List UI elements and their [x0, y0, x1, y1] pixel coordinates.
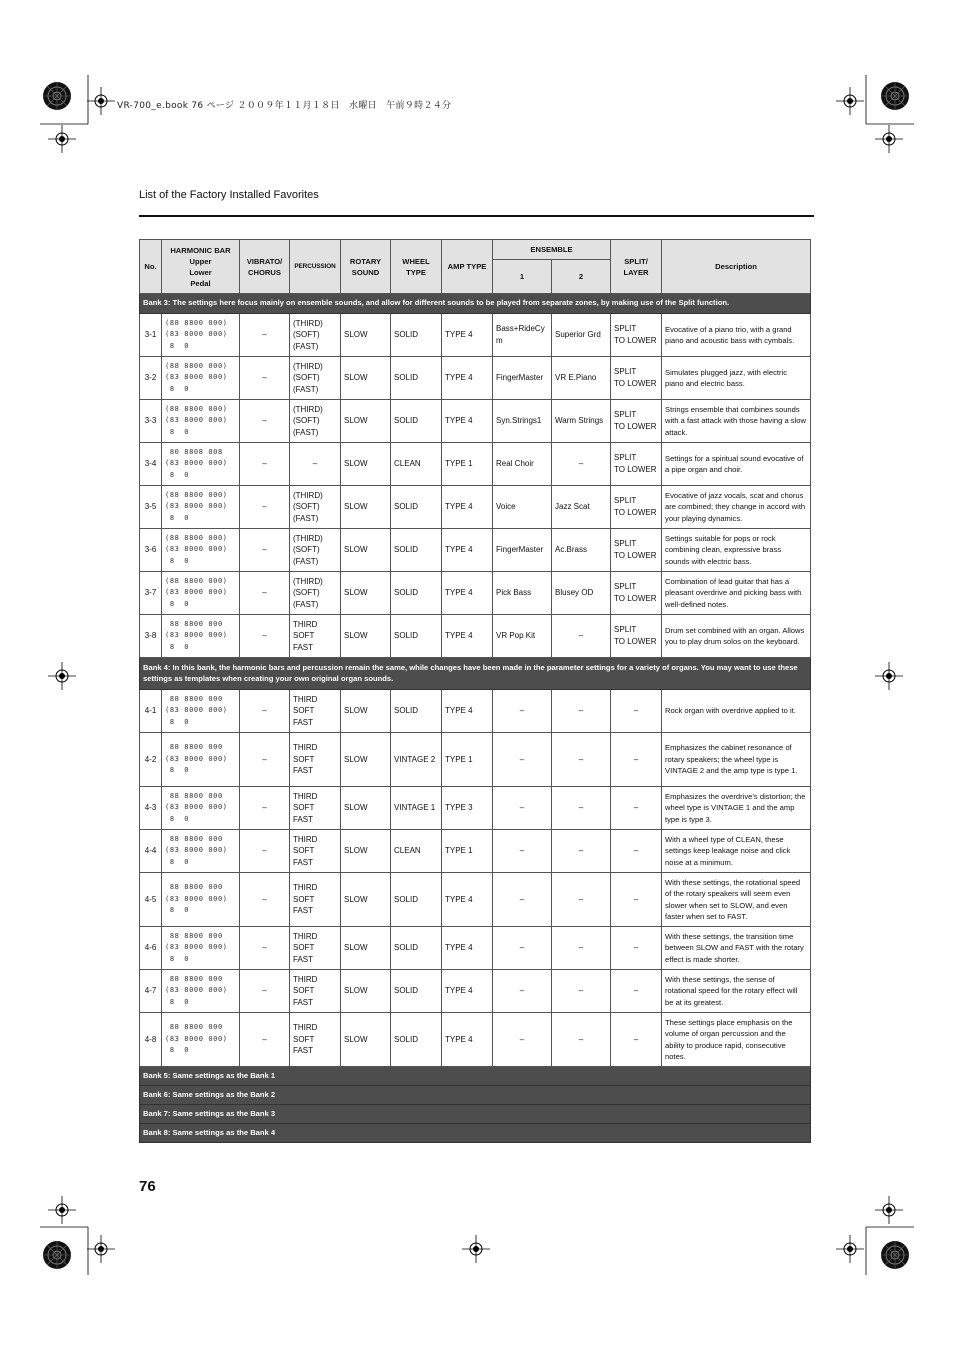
rotary-header-line: SOUND [351, 267, 380, 277]
amp-type-cell: TYPE 4 [442, 357, 493, 400]
vibrato-chorus-cell: – [240, 830, 290, 873]
harmonic-header-line: Pedal [190, 278, 211, 288]
split-layer-cell: – [611, 927, 662, 970]
col-ensemble-2-header: 2 [552, 260, 611, 294]
bank4-note: Bank 4: In this bank, the harmonic bars and percussion remain the same, while changes have been made in the parameter settings for a variety of organs. You may want to use these settings as templates when creating your own original organ sounds. [140, 658, 811, 690]
rotary-sound-cell: SLOW [341, 787, 391, 830]
split-layer-cell: SPLIT TO LOWER [611, 443, 662, 486]
col-amp-header: AMP TYPE [442, 240, 493, 294]
percussion-cell: THIRD SOFT FAST [290, 690, 341, 733]
col-no-header: No. [140, 240, 162, 294]
split-layer-cell: SPLIT TO LOWER [611, 486, 662, 529]
description-cell: With these settings, the sense of rotational speed for the rotary effect will be at its greatest. [662, 970, 811, 1013]
rotary-sound-cell: SLOW [341, 486, 391, 529]
col-split-header [611, 240, 662, 294]
table-row [140, 873, 811, 927]
wheel-header-line: WHEEL [402, 256, 430, 266]
amp-type-cell: TYPE 1 [442, 733, 493, 787]
ensemble-2-cell: Warm Strings [552, 400, 611, 443]
col-description-header: Description [662, 240, 811, 294]
favorite-number: 4-7 [140, 970, 162, 1013]
wheel-type-cell: SOLID [391, 314, 442, 357]
footer-bank-note: Bank 6: Same settings as the Bank 2 [140, 1086, 811, 1105]
percussion-cell: (THIRD) (SOFT) (FAST) [290, 400, 341, 443]
rotary-sound-cell: SLOW [341, 927, 391, 970]
vibrato-chorus-cell: – [240, 873, 290, 927]
amp-type-cell: TYPE 4 [442, 572, 493, 615]
description-cell: Settings for a spiritual sound evocative of a pipe organ and choir. [662, 443, 811, 486]
table-row [140, 690, 811, 733]
description-cell: With these settings, the transition time between SLOW and FAST with the rotary effect is made shorter. [662, 927, 811, 970]
harmonic-bar-cell: 88 8800 000 (83 8000 000) 8 0 [162, 927, 240, 970]
wheel-type-cell: SOLID [391, 615, 442, 658]
split-layer-cell: – [611, 690, 662, 733]
ensemble-1-cell: Bass+RideCy m [493, 314, 552, 357]
description-cell: Evocative of jazz vocals, scat and chorus are combined; they change in accord with your playing dynamics. [662, 486, 811, 529]
rotary-sound-cell: SLOW [341, 357, 391, 400]
amp-type-cell: TYPE 4 [442, 970, 493, 1013]
amp-type-cell: TYPE 4 [442, 873, 493, 927]
col-percussion-header: PERCUSSION [290, 240, 341, 294]
amp-type-cell: TYPE 1 [442, 443, 493, 486]
harmonic-header-line: Upper [189, 256, 212, 266]
vibrato-chorus-cell: – [240, 787, 290, 830]
rotary-sound-cell: SLOW [341, 733, 391, 787]
favorite-number: 4-1 [140, 690, 162, 733]
description-cell: These settings place emphasis on the volume of organ percussion and the ability to produce rapid, consecutive notes. [662, 1013, 811, 1067]
ensemble-1-cell: – [493, 1013, 552, 1067]
ensemble-1-cell: FingerMaster [493, 529, 552, 572]
amp-type-cell: TYPE 3 [442, 787, 493, 830]
wheel-type-cell: SOLID [391, 873, 442, 927]
ensemble-2-cell: Jazz Scat [552, 486, 611, 529]
favorite-number: 4-4 [140, 830, 162, 873]
section-title: List of the Factory Installed Favorites [139, 189, 319, 201]
table-row [140, 970, 811, 1013]
ensemble-2-cell: – [552, 970, 611, 1013]
description-cell: Combination of lead guitar that has a pleasant overdrive and picking bass with well-defined notes. [662, 572, 811, 615]
table-row [140, 572, 811, 615]
amp-type-cell: TYPE 4 [442, 400, 493, 443]
split-layer-cell: SPLIT TO LOWER [611, 314, 662, 357]
percussion-cell: THIRD SOFT FAST [290, 970, 341, 1013]
percussion-cell: (THIRD) (SOFT) (FAST) [290, 357, 341, 400]
favorite-number: 4-2 [140, 733, 162, 787]
percussion-cell: (THIRD) (SOFT) (FAST) [290, 529, 341, 572]
rotary-sound-cell: SLOW [341, 314, 391, 357]
description-cell: Strings ensemble that combines sounds with a fast attack with those having a slow attack. [662, 400, 811, 443]
split-layer-cell: SPLIT TO LOWER [611, 529, 662, 572]
footer-bank-row [140, 1067, 811, 1086]
favorite-number: 4-3 [140, 787, 162, 830]
split-layer-cell: SPLIT TO LOWER [611, 572, 662, 615]
favorite-number: 4-8 [140, 1013, 162, 1067]
footer-banks-section [140, 1067, 811, 1143]
table-row [140, 443, 811, 486]
amp-type-cell: TYPE 4 [442, 615, 493, 658]
split-header-line: SPLIT/ [624, 256, 648, 266]
favorites-table [139, 239, 811, 1143]
table-row [140, 314, 811, 357]
vibrato-chorus-cell: – [240, 486, 290, 529]
col-wheel-header [391, 240, 442, 294]
favorite-number: 3-3 [140, 400, 162, 443]
table-row [140, 787, 811, 830]
description-cell: With these settings, the rotational speed of the rotary speakers will seem even slower when set to SLOW, and even faster when set to FAST. [662, 873, 811, 927]
rotary-sound-cell: SLOW [341, 400, 391, 443]
harmonic-bar-cell: 88 8800 000 (83 8000 000) 8 0 [162, 970, 240, 1013]
wheel-type-cell: VINTAGE 1 [391, 787, 442, 830]
description-cell: Evocative of a piano trio, with a grand piano and acoustic bass with cymbals. [662, 314, 811, 357]
split-layer-cell: SPLIT TO LOWER [611, 400, 662, 443]
wheel-type-cell: SOLID [391, 572, 442, 615]
vibrato-chorus-cell: – [240, 529, 290, 572]
col-harmonic-header [162, 240, 240, 294]
table-row [140, 400, 811, 443]
split-layer-cell: SPLIT TO LOWER [611, 615, 662, 658]
ensemble-1-cell: FingerMaster [493, 357, 552, 400]
ensemble-1-cell: Syn.Strings1 [493, 400, 552, 443]
ensemble-2-cell: – [552, 927, 611, 970]
percussion-cell: (THIRD) (SOFT) (FAST) [290, 486, 341, 529]
rotary-header-line: ROTARY [349, 256, 382, 266]
ensemble-1-cell: – [493, 690, 552, 733]
amp-type-cell: TYPE 4 [442, 529, 493, 572]
table-row [140, 486, 811, 529]
bank3-note: Bank 3: The settings here focus mainly on ensemble sounds, and allow for different sounds to be played from separate zones, by making use of the Split function. [140, 294, 811, 314]
amp-type-cell: TYPE 4 [442, 1013, 493, 1067]
harmonic-bar-cell: 88 8800 000 (83 8000 000) 8 0 [162, 690, 240, 733]
amp-type-cell: TYPE 4 [442, 690, 493, 733]
table-header [140, 240, 811, 294]
vibrato-chorus-cell: – [240, 615, 290, 658]
ensemble-2-cell: – [552, 873, 611, 927]
harmonic-header-line: HARMONIC BAR [170, 245, 231, 255]
ensemble-2-cell: – [552, 733, 611, 787]
col-rotary-header [341, 240, 391, 294]
harmonic-bar-cell: (88 8800 000) (83 8000 000) 8 0 [162, 529, 240, 572]
ensemble-1-cell: Real Choir [493, 443, 552, 486]
ensemble-2-cell: – [552, 1013, 611, 1067]
rotary-sound-cell: SLOW [341, 1013, 391, 1067]
table-row [140, 357, 811, 400]
description-cell: Emphasizes the overdrive’s distortion; the wheel type is VINTAGE 1 and the amp type is type 3. [662, 787, 811, 830]
percussion-cell: THIRD SOFT FAST [290, 615, 341, 658]
description-cell: With a wheel type of CLEAN, these settings keep leakage noise and click noise at a minimum. [662, 830, 811, 873]
favorite-number: 3-8 [140, 615, 162, 658]
ensemble-1-cell: – [493, 830, 552, 873]
col-vibrato-header [240, 240, 290, 294]
wheel-type-cell: CLEAN [391, 443, 442, 486]
favorite-number: 3-7 [140, 572, 162, 615]
vibrato-chorus-cell: – [240, 357, 290, 400]
ensemble-2-cell: Ac.Brass [552, 529, 611, 572]
vibrato-chorus-cell: – [240, 572, 290, 615]
harmonic-bar-cell: (88 8800 000) (83 8000 000) 8 0 [162, 357, 240, 400]
percussion-cell: THIRD SOFT FAST [290, 787, 341, 830]
vibrato-header-line: CHORUS [248, 267, 281, 277]
file-info: VR-700_e.book 76 ページ ２００９年１１月１８日 水曜日 午前９時２４分 [117, 101, 452, 111]
wheel-type-cell: VINTAGE 2 [391, 733, 442, 787]
favorite-number: 3-1 [140, 314, 162, 357]
amp-type-cell: TYPE 1 [442, 830, 493, 873]
table-row [140, 830, 811, 873]
table-row [140, 615, 811, 658]
rotary-sound-cell: SLOW [341, 830, 391, 873]
harmonic-bar-cell: (88 8800 000) (83 8000 000) 8 0 [162, 400, 240, 443]
ensemble-2-cell: – [552, 830, 611, 873]
ensemble-1-cell: – [493, 787, 552, 830]
vibrato-chorus-cell: – [240, 1013, 290, 1067]
ensemble-1-cell: – [493, 873, 552, 927]
favorite-number: 4-5 [140, 873, 162, 927]
footer-bank-row [140, 1124, 811, 1143]
harmonic-bar-cell: 88 8800 000 (83 8000 000) 8 0 [162, 787, 240, 830]
wheel-type-cell: SOLID [391, 357, 442, 400]
favorite-number: 3-2 [140, 357, 162, 400]
wheel-type-cell: SOLID [391, 486, 442, 529]
split-layer-cell: – [611, 787, 662, 830]
table-row [140, 927, 811, 970]
ensemble-1-cell: Voice [493, 486, 552, 529]
wheel-type-cell: SOLID [391, 927, 442, 970]
footer-bank-note: Bank 7: Same settings as the Bank 3 [140, 1105, 811, 1124]
split-layer-cell: – [611, 733, 662, 787]
ensemble-2-cell: VR E.Piano [552, 357, 611, 400]
bank3-section [140, 294, 811, 658]
ensemble-2-cell: Superior Grd [552, 314, 611, 357]
split-layer-cell: SPLIT TO LOWER [611, 357, 662, 400]
percussion-cell: – [290, 443, 341, 486]
vibrato-chorus-cell: – [240, 443, 290, 486]
description-cell: Simulates plugged jazz, with electric piano and electric bass. [662, 357, 811, 400]
favorite-number: 3-6 [140, 529, 162, 572]
vibrato-chorus-cell: – [240, 400, 290, 443]
rotary-sound-cell: SLOW [341, 443, 391, 486]
description-cell: Drum set combined with an organ. Allows you to play drum solos on the keyboard. [662, 615, 811, 658]
ensemble-2-cell: – [552, 787, 611, 830]
wheel-type-cell: SOLID [391, 529, 442, 572]
percussion-cell: THIRD SOFT FAST [290, 733, 341, 787]
rotary-sound-cell: SLOW [341, 970, 391, 1013]
vibrato-chorus-cell: – [240, 970, 290, 1013]
rotary-sound-cell: SLOW [341, 529, 391, 572]
harmonic-header-line: Lower [189, 267, 212, 277]
harmonic-bar-cell: (88 8800 000) (83 8000 000) 8 0 [162, 572, 240, 615]
vibrato-chorus-cell: – [240, 733, 290, 787]
favorite-number: 3-4 [140, 443, 162, 486]
vibrato-chorus-cell: – [240, 690, 290, 733]
vibrato-chorus-cell: – [240, 927, 290, 970]
harmonic-bar-cell: (88 8800 000) (83 8000 000) 8 0 [162, 486, 240, 529]
wheel-type-cell: SOLID [391, 1013, 442, 1067]
wheel-type-cell: SOLID [391, 690, 442, 733]
favorite-number: 3-5 [140, 486, 162, 529]
wheel-type-cell: SOLID [391, 970, 442, 1013]
split-layer-cell: – [611, 1013, 662, 1067]
amp-type-cell: TYPE 4 [442, 314, 493, 357]
harmonic-bar-cell: 88 8800 000 (83 8000 000) 8 0 [162, 873, 240, 927]
amp-type-cell: TYPE 4 [442, 927, 493, 970]
footer-bank-note: Bank 5: Same settings as the Bank 1 [140, 1067, 811, 1086]
vibrato-header-line: VIBRATO/ [246, 256, 283, 266]
rotary-sound-cell: SLOW [341, 690, 391, 733]
rotary-sound-cell: SLOW [341, 615, 391, 658]
table-row [140, 1013, 811, 1067]
ensemble-1-cell: Pick Bass [493, 572, 552, 615]
rotary-sound-cell: SLOW [341, 572, 391, 615]
split-layer-cell: – [611, 830, 662, 873]
ensemble-2-cell: – [552, 690, 611, 733]
ensemble-1-cell: – [493, 927, 552, 970]
amp-type-cell: TYPE 4 [442, 486, 493, 529]
ensemble-1-cell: VR Pop Kit [493, 615, 552, 658]
ensemble-1-cell: – [493, 733, 552, 787]
percussion-cell: (THIRD) (SOFT) (FAST) [290, 314, 341, 357]
split-header-line: LAYER [623, 267, 649, 277]
footer-bank-row [140, 1086, 811, 1105]
ensemble-2-cell: – [552, 443, 611, 486]
harmonic-bar-cell: (88 8800 000) (83 8000 000) 8 0 [162, 314, 240, 357]
harmonic-bar-cell: 80 8808 008 (83 8000 000) 8 0 [162, 443, 240, 486]
percussion-cell: THIRD SOFT FAST [290, 1013, 341, 1067]
footer-bank-row [140, 1105, 811, 1124]
split-layer-cell: – [611, 970, 662, 1013]
vibrato-chorus-cell: – [240, 314, 290, 357]
percussion-cell: THIRD SOFT FAST [290, 927, 341, 970]
wheel-type-cell: SOLID [391, 400, 442, 443]
wheel-type-cell: CLEAN [391, 830, 442, 873]
page-number: 76 [139, 1178, 156, 1195]
ensemble-2-cell: Blusey OD [552, 572, 611, 615]
header-rule [139, 215, 814, 217]
description-cell: Rock organ with overdrive applied to it. [662, 690, 811, 733]
percussion-cell: (THIRD) (SOFT) (FAST) [290, 572, 341, 615]
ensemble-1-cell: – [493, 970, 552, 1013]
favorite-number: 4-6 [140, 927, 162, 970]
harmonic-bar-cell: 88 8800 000 (83 8000 000) 8 0 [162, 733, 240, 787]
col-ensemble-header: ENSEMBLE [493, 240, 611, 260]
col-ensemble-1-header: 1 [493, 260, 552, 294]
description-cell: Settings suitable for pops or rock combining clean, expressive brass sounds with electric bass. [662, 529, 811, 572]
ensemble-2-cell: – [552, 615, 611, 658]
wheel-header-line: TYPE [406, 267, 426, 277]
description-cell: Emphasizes the cabinet resonance of rotary speakers; the wheel type is VINTAGE 2 and the amp type is type 1. [662, 733, 811, 787]
percussion-cell: THIRD SOFT FAST [290, 873, 341, 927]
footer-bank-note: Bank 8: Same settings as the Bank 4 [140, 1124, 811, 1143]
split-layer-cell: – [611, 873, 662, 927]
rotary-sound-cell: SLOW [341, 873, 391, 927]
table-row [140, 733, 811, 787]
table-row [140, 529, 811, 572]
harmonic-bar-cell: 88 8800 000 (83 8000 000) 8 0 [162, 830, 240, 873]
harmonic-bar-cell: 88 8800 000 (83 8000 000) 8 0 [162, 615, 240, 658]
harmonic-bar-cell: 88 8800 000 (83 8000 000) 8 0 [162, 1013, 240, 1067]
bank4-section [140, 658, 811, 1067]
percussion-cell: THIRD SOFT FAST [290, 830, 341, 873]
